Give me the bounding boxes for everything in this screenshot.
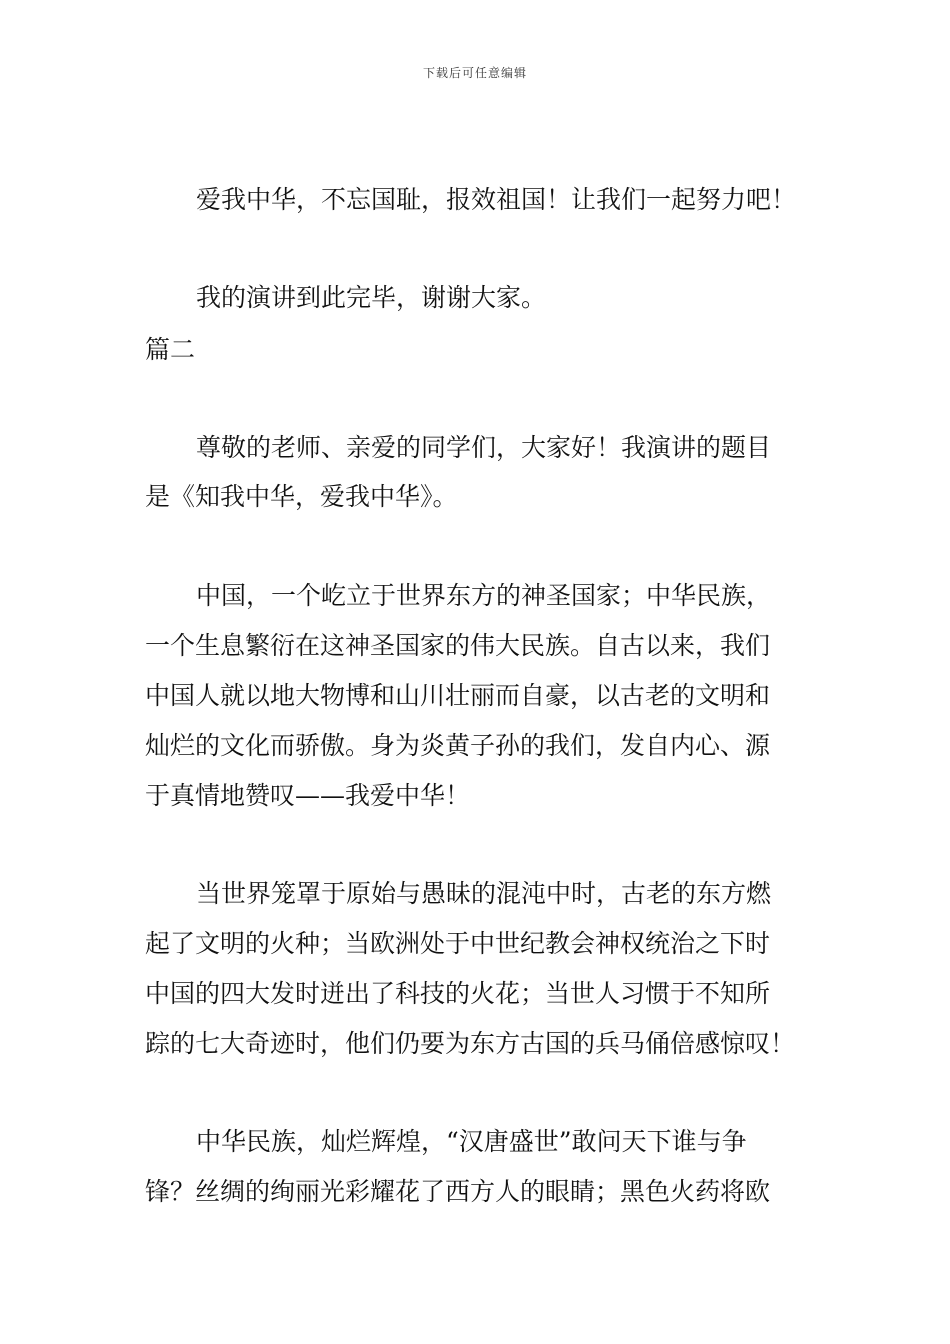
paragraph-line: 灿烂的文化而骄傲。身为炎黄子孙的我们，发自内心、源 [145, 731, 771, 760]
paragraph-line: 踪的七大奇迹时，他们仍要为东方古国的兵马俑倍感惊叹！ [145, 1029, 796, 1058]
section-heading: 篇二 [145, 335, 196, 364]
paragraph-line: 中国人就以地大物博和山川壮丽而自豪，以古老的文明和 [145, 681, 771, 710]
paragraph-line: 尊敬的老师、亲爱的同学们，大家好！我演讲的题目 [196, 433, 772, 462]
paragraph-line: 于真情地赞叹——我爱中华！ [145, 781, 471, 810]
paragraph-line: 一个生息繁衍在这神圣国家的伟大民族。自古以来，我们 [145, 631, 771, 660]
paragraph-line: 当世界笼罩于原始与愚昧的混沌中时，古老的东方燃 [196, 879, 772, 908]
paragraph-line: 中国的四大发时迸出了科技的火花；当世人习惯于不知所 [145, 979, 771, 1008]
paragraph-line: 锋？丝绸的绚丽光彩耀花了西方人的眼睛；黑色火药将欧 [145, 1177, 771, 1206]
paragraph-line: 中华民族，灿烂辉煌，“汉唐盛世”敢问天下谁与争 [196, 1127, 747, 1156]
paragraph-line: 起了文明的火种；当欧洲处于中世纪教会神权统治之下时 [145, 929, 771, 958]
page-header: 下载后可任意编辑 [422, 66, 527, 80]
paragraph-line: 是《知我中华，爱我中华》。 [145, 482, 458, 511]
paragraph-line: 中国，一个屹立于世界东方的神圣国家；中华民族， [196, 581, 772, 610]
paragraph-line: 我的演讲到此完毕，谢谢大家。 [196, 283, 547, 312]
paragraph-line: 爱我中华，不忘国耻，报效祖国！让我们一起努力吧！ [196, 185, 797, 214]
